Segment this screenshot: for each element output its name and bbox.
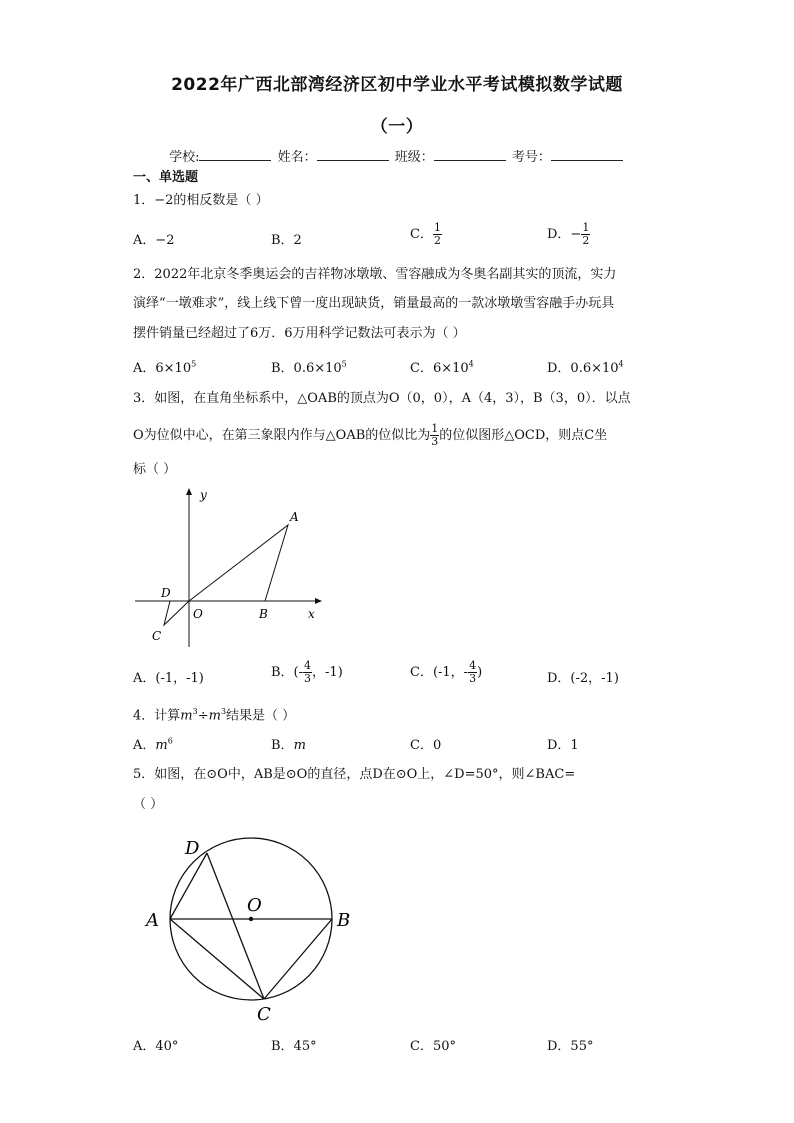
q5-option-a[interactable]: A．40°	[133, 1039, 179, 1054]
q5-option-d[interactable]: D．55°	[547, 1039, 594, 1054]
student-info-row	[0, 146, 794, 165]
question-3-line3: 标（ ）	[133, 462, 177, 477]
label-x: x	[308, 607, 315, 621]
question-3-line1: 3．如图，在直角坐标系中，△OAB的顶点为O（0，0），A（4，3），B（3，0）．以点	[133, 391, 631, 406]
x-axis-arrow	[315, 598, 322, 604]
question-2-line3: 摆件销量已经超过了6万．6万用科学记数法可表示为（ ）	[133, 326, 466, 341]
q5-circle-figure	[140, 830, 370, 1025]
q2-option-d[interactable]: D．$0.6\times 10^4$	[547, 359, 624, 376]
q2-option-c[interactable]: C．$6\times 10^4$	[410, 359, 474, 376]
chord-dc	[207, 853, 264, 999]
question-2-line2: 演绎“一墩难求”，线上线下曾一度出现缺货，销量最高的一款冰墩墩雪容融手办玩具	[133, 296, 615, 311]
q3-option-d[interactable]: D．(-2，-1)	[547, 671, 619, 686]
q1-c-prefix: C．	[410, 227, 433, 242]
question-5-line1: 5．如图，在⊙O中，AB是⊙O的直径，点D在⊙O上，∠D=50°，则∠BAC=	[133, 767, 576, 782]
q4-option-a[interactable]: A．$m^6$	[133, 736, 173, 753]
question-2-line1: 2．2022年北京冬季奥运会的吉祥物冰墩墩、雪容融成为冬奥名副其实的顶流，实力	[133, 267, 617, 282]
q5-option-b[interactable]: B．45°	[271, 1039, 317, 1054]
label-y: y	[200, 488, 207, 502]
q3-ratio-fraction: $\frac{1}{3}$	[431, 422, 439, 448]
q1-option-b[interactable]: B．2	[271, 233, 302, 248]
label-a: A	[290, 510, 299, 524]
name-label: 姓名：	[277, 150, 317, 165]
q4-option-d[interactable]: D．1	[547, 738, 579, 753]
q5-option-c[interactable]: C．50°	[410, 1039, 456, 1054]
q3-option-c[interactable]: C．(-1，- $\frac{4}{3}$ )	[410, 659, 483, 685]
exam-title-sub: （一）	[370, 117, 424, 137]
question-1: 1．−2的相反数是（ ）	[133, 193, 269, 208]
q1-option-c[interactable]	[410, 222, 442, 247]
triangle-ocd	[164, 601, 189, 625]
q4-option-b[interactable]: B．m	[271, 738, 306, 753]
triangle-oab	[189, 525, 288, 601]
name-field[interactable]	[317, 148, 389, 161]
section-title: 一、单选题	[133, 170, 199, 185]
label-d: D	[161, 586, 171, 600]
label-d: D	[185, 838, 200, 859]
question-4: 4．计算$m^3\div m^3$结果是（ ）	[133, 707, 296, 724]
class-label: 班级：	[394, 150, 434, 165]
q1-d-prefix: D．−	[547, 227, 582, 242]
class-field[interactable]	[434, 148, 506, 161]
q1-c-fraction: $\frac{1}{2}$	[433, 221, 441, 247]
center-dot	[249, 917, 253, 921]
question-5-line2: （ ）	[133, 797, 164, 812]
chord-ad	[170, 853, 207, 919]
label-o: O	[193, 607, 203, 621]
q2-option-a[interactable]: A．$6\times 10^5$	[133, 359, 197, 376]
question-3-line2: O为位似中心，在第三象限内作与△OAB的位似比为 $\frac{1}{3}$ 的位似图形△OCD，则点C坐	[133, 422, 608, 448]
label-b: B	[337, 910, 351, 931]
label-o: O	[247, 895, 262, 916]
exam-title: 2022年广西北部湾经济区初中学业水平考试模拟数学试题	[171, 75, 623, 95]
q3-option-b[interactable]: B．(- $\frac{4}{3}$ ，-1)	[271, 659, 343, 685]
school-field[interactable]	[199, 148, 271, 161]
q3-coordinate-figure	[130, 485, 330, 650]
q1-option-a[interactable]: A．−2	[133, 233, 175, 248]
q1-d-fraction: $\frac{1}{2}$	[582, 221, 590, 247]
label-a: A	[146, 910, 159, 931]
q2-option-b[interactable]: B．$0.6\times 10^5$	[271, 359, 347, 376]
label-c: C	[257, 1004, 271, 1025]
label-b: B	[259, 607, 268, 621]
number-label: 考号：	[511, 150, 551, 165]
chord-ac	[170, 919, 264, 999]
school-label: 学校:	[169, 150, 200, 165]
q1-option-d[interactable]	[547, 222, 590, 247]
label-c: C	[152, 629, 162, 643]
q3-option-a[interactable]: A．(-1，-1)	[133, 671, 204, 686]
number-field[interactable]	[551, 148, 623, 161]
q4-option-c[interactable]: C．0	[410, 738, 442, 753]
y-axis-arrow	[186, 488, 192, 495]
